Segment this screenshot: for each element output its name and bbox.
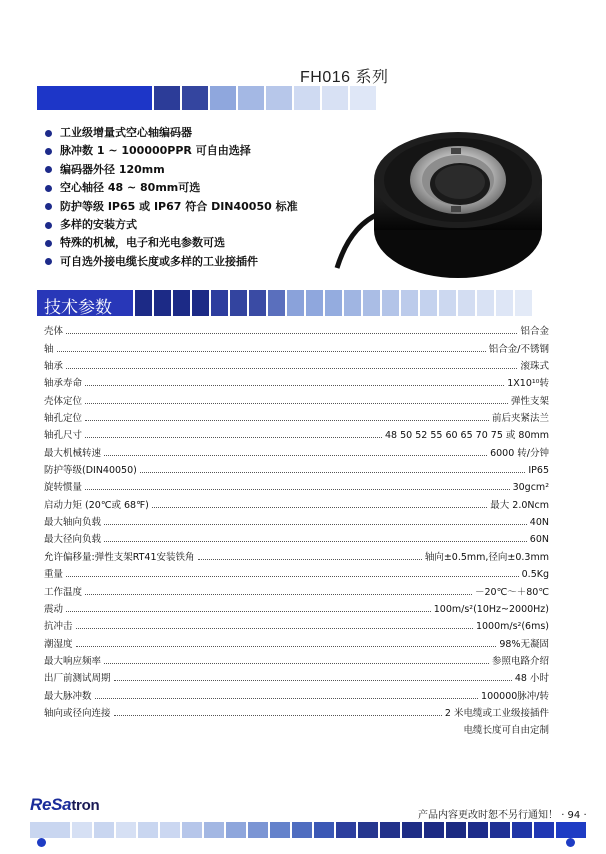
spec-key: 旋转惯量: [44, 482, 83, 494]
spec-value: 100000脉冲/转: [481, 690, 549, 702]
spec-key: 震动: [44, 603, 64, 615]
spec-row: [44, 528, 549, 545]
spec-key: 启动力矩 (20℃或 68℉): [44, 499, 149, 511]
spec-key: 防护等级(DIN40050): [44, 465, 137, 477]
spec-key: 重量: [44, 569, 64, 581]
feature-item: 特殊的机械，电子和光电参数可选: [45, 234, 298, 252]
dot-leader: [114, 715, 442, 716]
bullet-icon: [45, 222, 52, 229]
spec-row: [44, 563, 549, 580]
spec-value: 轴向±0.5mm,径向±0.3mm: [424, 551, 549, 563]
spec-row: [44, 615, 549, 632]
dot-leader: [76, 628, 473, 629]
feature-item: 脉冲数 1 ~ 100000PPR 可自由选择: [45, 142, 298, 160]
spec-key: 出厂前测试周期: [44, 673, 111, 685]
spec-value: 6000 转/分钟: [490, 447, 549, 459]
page-number: · 94 ·: [561, 810, 587, 821]
spec-key: 抗冲击: [44, 621, 73, 633]
dot-leader: [140, 472, 526, 473]
spec-value: 40N: [529, 517, 549, 529]
spec-row: [44, 424, 549, 441]
dot-leader: [85, 489, 510, 490]
dot-leader: [85, 420, 489, 421]
spec-row: [44, 407, 549, 424]
spec-row: [44, 389, 549, 406]
spec-value: 最大 2.0Ncm: [490, 499, 549, 511]
spec-section-title: 技术参数: [44, 298, 112, 318]
dot-leader: [95, 698, 479, 699]
spec-key: 壳体定位: [44, 395, 83, 407]
spec-row: [44, 372, 549, 389]
spec-row: [44, 441, 549, 458]
spec-value: 1X10¹⁰转: [507, 378, 549, 390]
spec-row: [44, 545, 549, 562]
spec-row: [44, 650, 549, 667]
spec-row: [44, 493, 549, 510]
spec-extra-row: [44, 719, 549, 736]
feature-item: 多样的安装方式: [45, 216, 298, 234]
dot-leader: [85, 385, 504, 386]
spec-row: [44, 476, 549, 493]
spec-row: [44, 355, 549, 372]
spec-value: 98%无凝固: [499, 638, 549, 650]
spec-key: 最大机械转速: [44, 447, 102, 459]
spec-row: [44, 667, 549, 684]
spec-key: 最大脉冲数: [44, 690, 92, 702]
spec-value: 0.5Kg: [521, 569, 549, 581]
bullet-icon: [45, 166, 52, 173]
feature-item: 工业级增量式空心轴编码器: [45, 124, 298, 142]
feature-item: 可自选外接电缆长度或多样的工业接插件: [45, 253, 298, 271]
spec-table: [44, 320, 549, 736]
spec-value: 2 米电缆或工业级接插件: [444, 707, 549, 719]
spec-key: 轴孔定位: [44, 413, 83, 425]
bullet-icon: [45, 240, 52, 247]
spec-row: [44, 580, 549, 597]
spec-value: IP65: [528, 465, 549, 477]
spec-key: 允许偏移量:弹性支架RT41安装铁角: [44, 551, 195, 563]
spec-key: 轴向或径向连接: [44, 707, 111, 719]
spec-value: 1000m/s²(6ms): [475, 621, 549, 633]
spec-key: 工作温度: [44, 586, 83, 598]
spec-key: 最大轴向负载: [44, 517, 102, 529]
spec-row: [44, 702, 549, 719]
spec-extra-note: 电缆长度可自由定制: [463, 725, 549, 737]
bullet-icon: [45, 185, 52, 192]
dot-leader: [104, 541, 527, 542]
dot-leader: [152, 507, 487, 508]
footer-notice: 产品内容更改时恕不另行通知！ · 94 ·: [418, 810, 587, 821]
spec-value: 参照电路介绍: [491, 655, 549, 667]
dot-leader: [198, 559, 422, 560]
spec-value: 铝合金: [520, 326, 549, 338]
spec-row: [44, 320, 549, 337]
bullet-icon: [45, 148, 52, 155]
dot-leader: [104, 663, 489, 664]
spec-key: 轴孔尺寸: [44, 430, 83, 442]
feature-list: [45, 124, 298, 271]
spec-row: [44, 598, 549, 615]
spec-key: 壳体: [44, 326, 64, 338]
spec-key: 轴: [44, 343, 54, 355]
spec-key: 潮湿度: [44, 638, 73, 650]
feature-item: 空心轴径 48 ~ 80mm可选: [45, 179, 298, 197]
dot-leader: [66, 611, 431, 612]
spec-key: 轴承寿命: [44, 378, 83, 390]
spec-row: [44, 511, 549, 528]
dot-leader: [104, 524, 527, 525]
spec-key: 最大径向负载: [44, 534, 102, 546]
spec-row: [44, 459, 549, 476]
spec-value: 48 50 52 55 60 65 70 75 或 80mm: [385, 430, 549, 442]
spec-key: 轴承: [44, 361, 64, 373]
spec-row: [44, 632, 549, 649]
spec-row: [44, 337, 549, 354]
spec-value: 30gcm²: [512, 482, 549, 494]
dot-leader: [57, 351, 486, 352]
bullet-icon: [45, 130, 52, 137]
dot-leader: [66, 576, 519, 577]
resatron-logo: ReSatron: [30, 795, 100, 814]
feature-item: 编码器外径 120mm: [45, 161, 298, 179]
spec-value: 100m/s²(10Hz~2000Hz): [433, 603, 549, 615]
dot-leader: [76, 646, 497, 647]
dot-leader: [85, 403, 508, 404]
bullet-icon: [45, 258, 52, 265]
spec-key: 最大响应频率: [44, 655, 102, 667]
spec-row: [44, 684, 549, 701]
corner-dot-icon: [37, 838, 46, 847]
corner-dot-icon: [566, 838, 575, 847]
spec-value: 48 小时: [514, 673, 549, 685]
bullet-icon: [45, 203, 52, 210]
spec-value: 60N: [529, 534, 549, 546]
dot-leader: [85, 437, 382, 438]
encoder-product-image: [333, 118, 563, 288]
dot-leader: [114, 680, 512, 681]
dot-leader: [104, 455, 487, 456]
spec-value: －20℃～＋80℃: [474, 586, 549, 598]
feature-item: 防护等级 IP65 或 IP67 符合 DIN40050 标准: [45, 198, 298, 216]
spec-value: 弹性支架: [510, 395, 549, 407]
dot-leader: [66, 368, 517, 369]
dot-leader: [85, 594, 472, 595]
spec-header-bars: [37, 290, 552, 316]
spec-value: 铝合金/不锈钢: [488, 343, 549, 355]
series-title: FH016 系列: [300, 69, 389, 86]
spec-value: 前后夹紧法兰: [491, 413, 549, 425]
dot-leader: [66, 333, 517, 334]
footer-color-bars: [30, 822, 606, 838]
header-color-bars: [37, 86, 387, 110]
spec-value: 滚珠式: [520, 361, 549, 373]
